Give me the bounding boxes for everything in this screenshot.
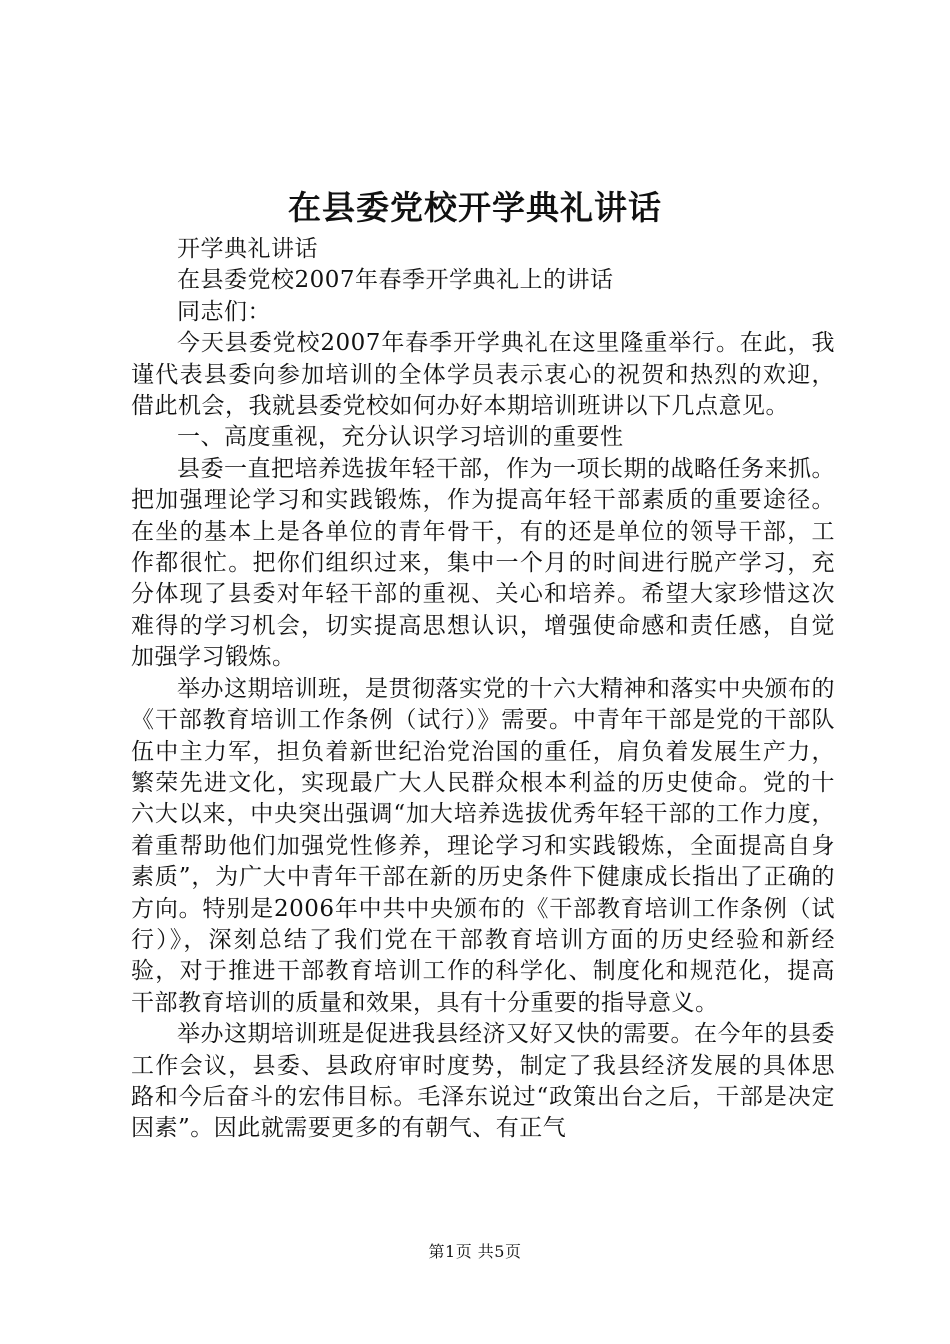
paragraph-opening: 今天县委党校2007年春季开学典礼在这里隆重举行。在此，我谨代表县委向参加培训的全体学员表示衷心的祝贺和热烈的欢迎，借此机会，我就县委党校如何办好本期培训班讲以下几点意见。 [131,330,835,420]
document-body [131,234,835,1145]
paragraph-body: 举办这期培训班是促进我县经济又好又快的需要。在今年的县委工作会议，县委、县政府审时度势，制定了我县经济发展的具体思路和今后奋斗的宏伟目标。毛泽东说过“政策出台之后，干部是决定因素”。因此就需要更多的有朝气、有正气 [131,1021,835,1142]
paragraph-body: 县委一直把培养选拔年轻干部，作为一项长期的战略任务来抓。把加强理论学习和实践锻炼，作为提高年轻干部素质的重要途径。在坐的基本上是各单位的青年骨干，有的还是单位的领导干部，工作都很忙。把你们组织过来，集中一个月的时间进行脱产学习，充分体现了县委对年轻干部的重视、关心和培养。希望大家珍惜这次难得的学习机会，切实提高思想认识，增强使命感和责任感，自觉加强学习锻炼。 [131,455,835,671]
paragraph-subtitle: 在县委党校2007年春季开学典礼上的讲话 [177,267,614,294]
paragraph-salutation: 同志们： [177,298,271,325]
document-title: 在县委党校开学典礼讲话 [288,188,662,227]
paragraph-heading-speech: 开学典礼讲话 [177,236,318,262]
section-heading-1: 一、高度重视，充分认识学习培训的重要性 [177,424,624,451]
paragraph-body: 举办这期培训班，是贯彻落实党的十六大精神和落实中央颁布的《干部教育培训工作条例（试行）》需要。中青年干部是党的干部队伍中主力军，担负着新世纪治党治国的重任，肩负着发展生产力，繁荣先进文化，实现最广大人民群众根本利益的历史使命。党的十六大以来，中央突出强调“加大培养选拔优秀年轻干部的工作力度，着重帮助他们加强党性修养，理论学习和实践锻炼，全面提高自身素质”，为广大中青年干部在新的历史条件下健康成长指出了正确的方向。特别是2006年中共中央颁布的《干部教育培训工作条例（试行）》，深刻总结了我们党在干部教育培训方面的历史经验和新经验，对于推进干部教育培训工作的科学化、制度化和规范化，提高干部教育培训的质量和效果，具有十分重要的指导意义。 [131,675,835,1016]
page-number-footer: 第1页 共5页 [428,1242,522,1261]
